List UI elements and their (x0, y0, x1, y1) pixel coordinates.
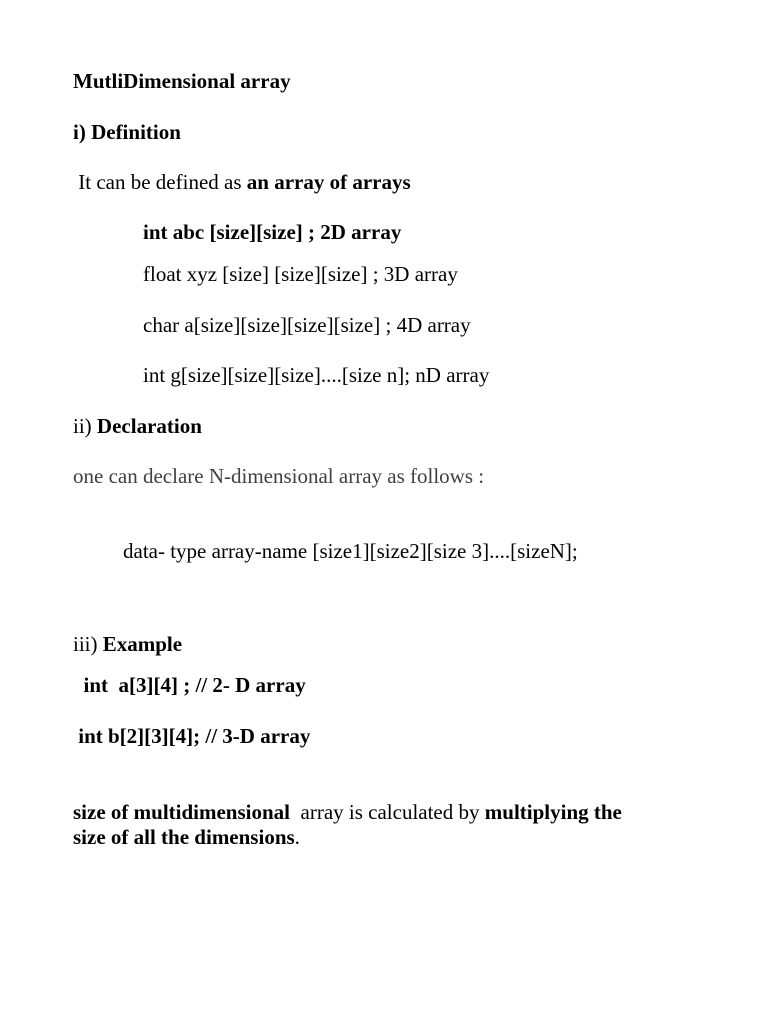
summary-bold-2: multiplying the (484, 800, 622, 824)
definition-text-bold: an array of arrays (246, 170, 411, 194)
example-heading (73, 631, 182, 657)
example-line-3d: int b[2][3][4]; // 3-D array (73, 724, 311, 748)
summary-bold-1: size of multidimensional (73, 800, 291, 824)
summary-line2-end: . (294, 825, 300, 849)
summary-line-1 (73, 799, 622, 825)
definition-text (73, 169, 411, 195)
summary-line2-bold: size of all the dimensions (73, 825, 295, 849)
declaration-text: one can declare N-dimensional array as follows : (73, 464, 485, 488)
document-title: MutliDimensional array (73, 69, 291, 93)
example-heading-prefix: iii) (73, 632, 103, 656)
example-4d-declaration: char a[size][size][size][size] ; 4D array (143, 313, 471, 337)
declaration-heading-prefix: ii) (73, 414, 97, 438)
definition-text-prefix: It can be defined as (73, 170, 247, 194)
example-line-2d: int a[3][4] ; // 2- D array (73, 673, 306, 697)
example-nd-declaration: int g[size][size][size]....[size n]; nD array (143, 363, 490, 387)
declaration-heading-bold: Declaration (96, 414, 202, 438)
summary-line-2 (73, 824, 300, 850)
example-3d-declaration: float xyz [size] [size][size] ; 3D array (143, 262, 458, 286)
example-2d-declaration: int abc [size][size] ; 2D array (143, 220, 402, 244)
declaration-syntax: data- type array-name [size1][size2][size 3]....[sizeN]; (123, 539, 578, 563)
example-heading-bold: Example (102, 632, 183, 656)
summary-mid: array is calculated by (290, 800, 485, 824)
definition-heading: i) Definition (73, 120, 181, 144)
declaration-heading (73, 413, 202, 439)
